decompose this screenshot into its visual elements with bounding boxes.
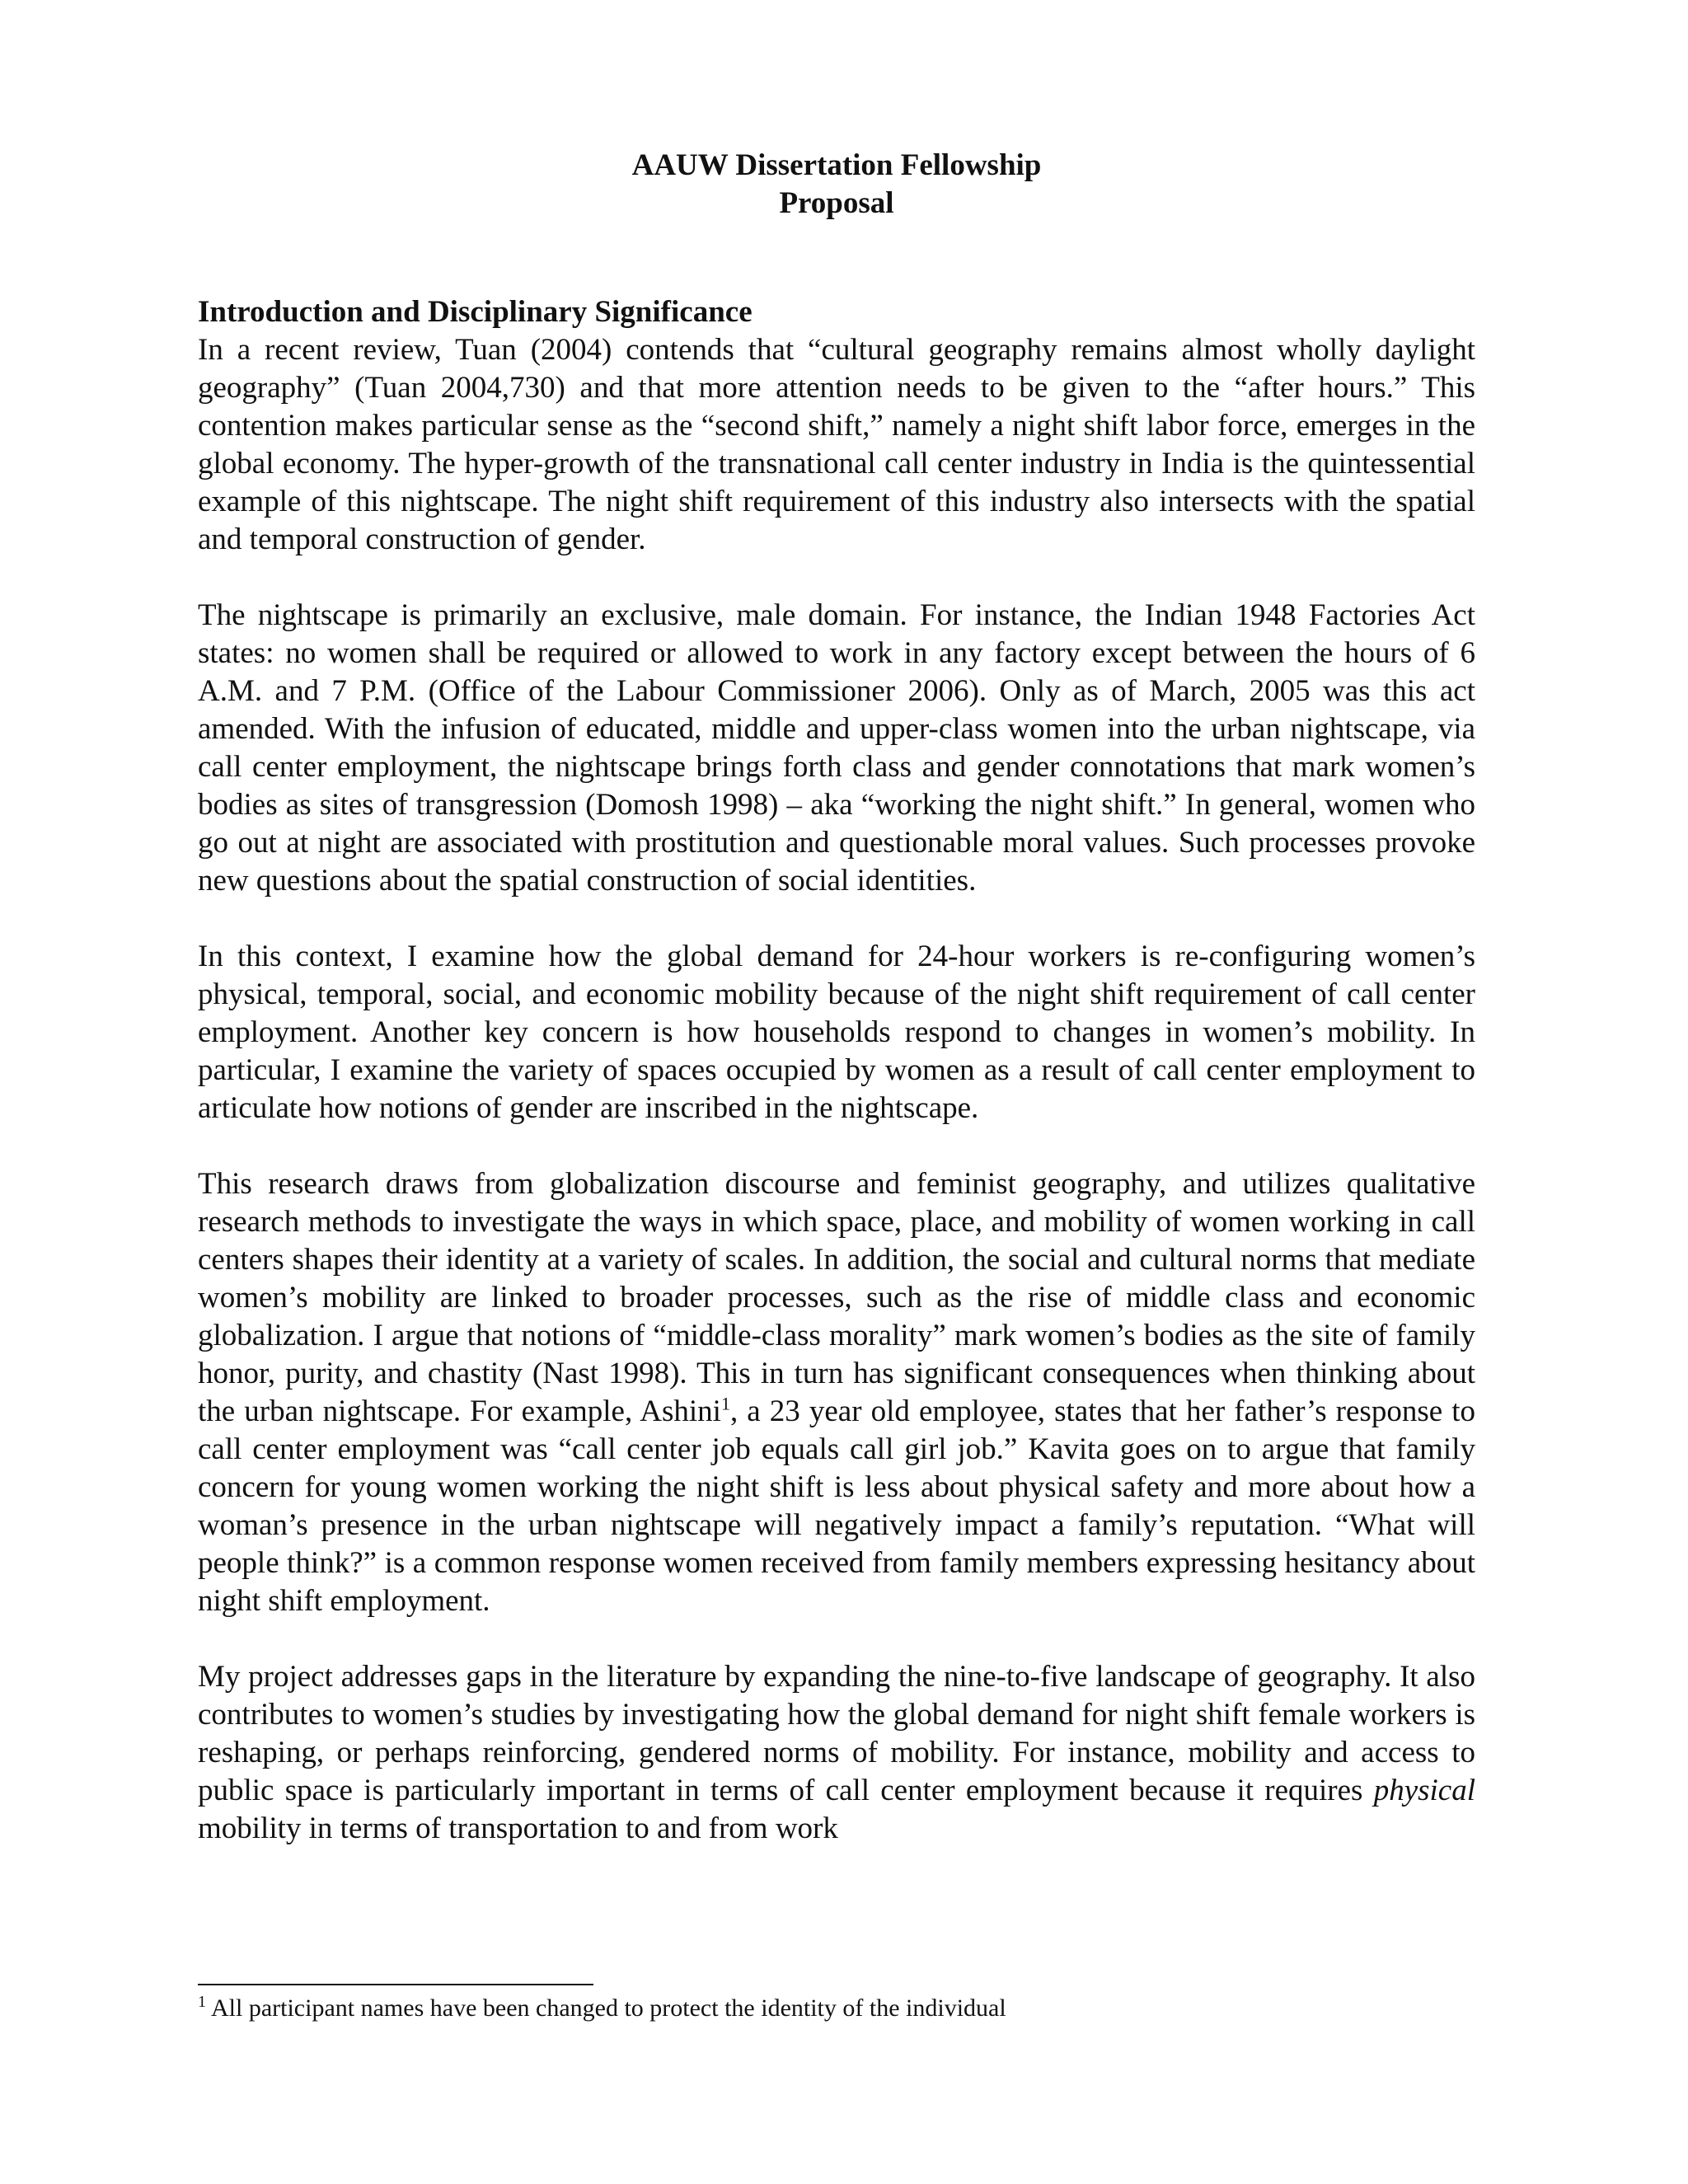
footnote-reference[interactable]: 1 (720, 1393, 730, 1414)
paragraph-3: In this context, I examine how the global demand for 24-hour workers is re-configuring women’s physical, temporal, social, and economic mobility because of the night shift requirement of call center employment. Another key concern is how households respond to changes in women’s mobility. In particular, I examine the variety of spaces occupied by women as a result of call center employment to articulate how notions of gender are inscribed in the nightscape. (198, 940, 1475, 1125)
paragraph-5-emphasis: physical (1373, 1774, 1475, 1807)
section-heading: Introduction and Disciplinary Significance (198, 295, 753, 329)
paragraph-1: In a recent review, Tuan (2004) contends that “cultural geography remains almost wholly daylight geography” (Tuan 2004,730) and that more attention needs to be given to the “after hours.” This contention makes particular sense as the “second shift,” namely a night shift labor force, emerges in the global economy. The hyper-growth of the transnational call center industry in India is the quintessential example of this nightscape. The night shift requirement of this industry also intersects with the spatial and temporal construction of gender. (198, 333, 1475, 556)
footnote (198, 1993, 1475, 2024)
footnote-marker: 1 (198, 1993, 206, 2011)
paragraph-4-text-a: This research draws from globalization discourse and feminist geography, and utilizes qualitative research methods to investigate the ways in which space, place, and mobility of women working in call centers shapes their identity at a variety of scales. In addition, the social and cultural norms that mediate women’s mobility are linked to broader processes, such as the rise of middle class and economic globalization. I argue that notions of “middle-class morality” mark women’s bodies as the site of family honor, purity, and chastity (Nast 1998). This in turn has significant consequences when thinking about the urban nightscape. For example, Ashini (198, 1167, 1475, 1428)
footnote-divider (198, 1984, 593, 1985)
paragraph-4-text-b: , a 23 year old employee, states that her father’s response to call center employment was “call center job equals call girl job.” Kavita goes on to argue that family concern for young women working the night shift is less about physical safety and more about how a woman’s presence in the urban nightscape will negatively impact a family’s reputation. “What will people think?” is a common response women received from family members expressing hesitancy about night shift employment. (198, 1394, 1475, 1618)
paragraph-5-text-b: mobility in terms of transportation to and from work (198, 1811, 838, 1845)
paragraph-5 (198, 1658, 1475, 1848)
paragraph-5-text-a: My project addresses gaps in the literature by expanding the nine-to-five landscape of geography. It also contributes to women’s studies by investigating how the global demand for night shift female workers is reshaping, or perhaps reinforcing, gendered norms of mobility. For instance, mobility and access to public space is particularly important in terms of call center employment because it requires (198, 1660, 1475, 1807)
title-line-2: Proposal (779, 186, 894, 220)
title-line-1: AAUW Dissertation Fellowship (631, 148, 1042, 182)
footnote-text: All participant names have been changed to protect the identity of the individual (211, 1994, 1006, 2022)
paragraph-4 (198, 1165, 1475, 1620)
document-body (198, 293, 1475, 1848)
paragraph-2: The nightscape is primarily an exclusive, male domain. For instance, the Indian 1948 Factories Act states: no women shall be required or allowed to work in any factory except between the hours of 6 A.M. and 7 P.M. (Office of the Labour Commissioner 2006). Only as of March, 2005 was this act amended. With the infusion of educated, middle and upper-class women into the urban nightscape, via call center employment, the nightscape brings forth class and gender connotations that mark women’s bodies as sites of transgression (Domosh 1998) – aka “working the night shift.” In general, women who go out at night are associated with prostitution and questionable moral values. Such processes provoke new questions about the spatial construction of social identities. (198, 598, 1475, 898)
document-title (198, 147, 1475, 223)
